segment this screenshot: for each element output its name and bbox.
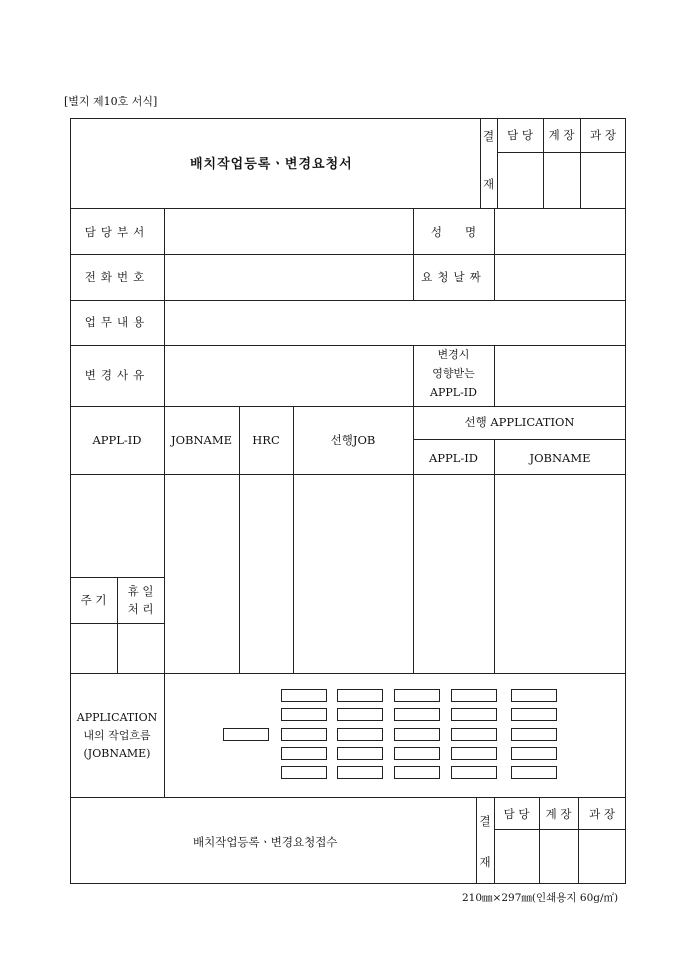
flow-label-line-1: APPLICATION [76,711,158,724]
approval-label-top: 결 [482,129,495,143]
approval-label-bottom: 재 [482,177,495,191]
receipt-approval-col-section-head: 과 장 [589,807,615,821]
flow-box [451,708,497,721]
hrc-header: HRC [252,433,280,447]
flow-box [394,766,440,779]
flow-box [281,708,327,721]
form-number: [별지 제10호 서식] [64,95,158,108]
flow-box [511,689,557,702]
holiday-line-1: 휴 일 [127,584,154,598]
affected-line-2: 영향받는 [432,367,475,380]
flow-box [511,766,557,779]
flow-box [337,747,383,760]
approval-col-manager: 담 당 [507,128,533,142]
flow-box [511,708,557,721]
request-date-label: 요청날짜 [421,270,486,284]
content-label: 업무내용 [84,315,150,329]
flow-box [394,708,440,721]
flow-box [337,728,383,741]
approval-col-chief: 계 장 [548,128,575,142]
appl-id-header: APPL-ID [92,433,142,447]
name-label: 성 명 [430,225,477,239]
flow-box [281,728,327,741]
flow-box [451,766,497,779]
receipt-title: 배치작업등록ㆍ변경요청접수 [193,835,338,849]
paper-spec: 210㎜×297㎜(인쇄용지 60g/㎡) [462,892,619,904]
receipt-approval-label-bottom: 재 [479,855,491,869]
prev-jobname-header: JOBNAME [529,451,591,465]
prev-appl-id-header: APPL-ID [428,451,479,465]
flow-box [337,766,383,779]
flow-start-box [223,728,269,741]
flow-box [394,689,440,702]
flow-box [394,728,440,741]
holiday-line-2: 처 리 [127,602,154,616]
flow-box [451,689,497,702]
prev-application-header: 선행 APPLICATION [464,415,575,429]
flow-box [281,766,327,779]
flow-label-line-2: 내의 작업흐름 [83,729,151,742]
reason-label: 변경사유 [84,368,150,382]
flow-box [451,747,497,760]
flow-box [281,689,327,702]
receipt-approval-col-chief: 계 장 [545,807,572,821]
flow-box [394,747,440,760]
affected-line-1: 변경시 [437,348,470,361]
cycle-label: 주 기 [80,593,107,607]
approval-col-section-head: 과 장 [590,128,616,142]
flow-box [511,747,557,760]
flow-box [281,747,327,760]
phone-label: 전화번호 [84,270,150,284]
affected-line-3: APPL-ID [430,386,477,399]
prev-job-header: 선행JOB [330,433,376,447]
dept-label: 담당부서 [84,225,150,239]
flow-box [511,728,557,741]
flow-box [337,708,383,721]
jobname-header: JOBNAME [170,433,233,447]
flow-label-line-3: (JOBNAME) [83,747,151,760]
receipt-approval-col-manager: 담 당 [503,807,530,821]
receipt-approval-label-top: 결 [479,814,491,828]
flow-box [337,689,383,702]
flow-box [451,728,497,741]
form-title: 배치작업등록ㆍ변경요청서 [190,157,353,172]
